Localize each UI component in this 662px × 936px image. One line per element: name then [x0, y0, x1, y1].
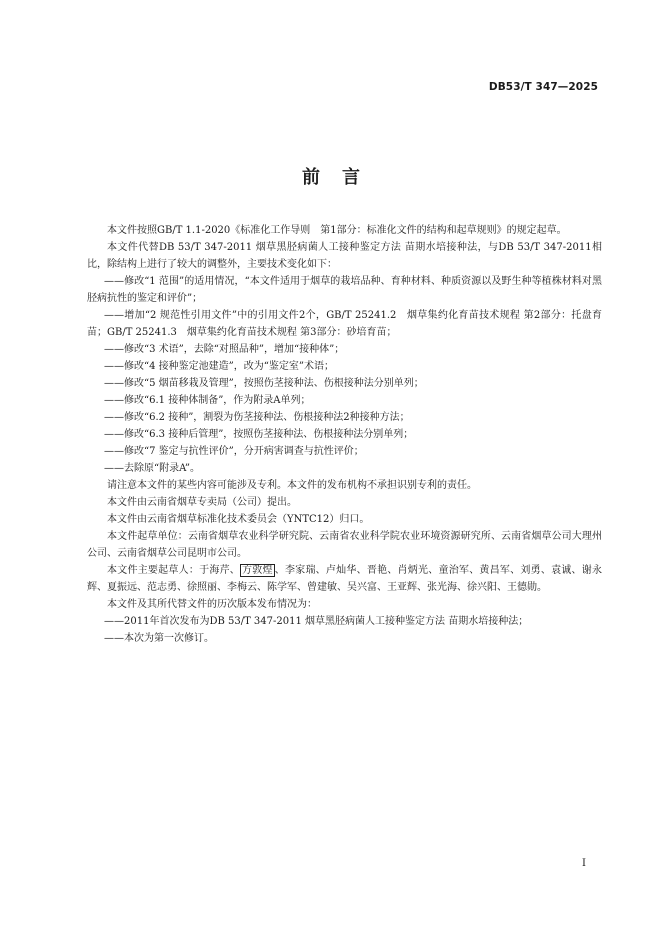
- paragraph: 本文件由云南省烟草专卖局（公司）提出。: [107, 497, 297, 508]
- change-item: ——修改“6.1 接种体制备”，作为附录A单列；: [104, 395, 311, 406]
- change-item: ——修改“7 鉴定与抗性评价”，分开病害调查与抗性评价；: [104, 446, 364, 457]
- foreword-paragraphs: [87, 222, 602, 562]
- change-item: ——修改“5 烟苗移栽及管理”，按照伤茎接种法、伤根接种法分别单列；: [104, 378, 424, 389]
- paragraph: 本文件代替DB 53/T 347-2011 烟草黑胫病菌人工接种鉴定方法 苗期水培接种法，与DB 53/T 347-2011相比，除结构上进行了较大的调整外，主要技术变化如下：: [87, 242, 602, 270]
- change-item: ——2011年首次发布为DB 53/T 347-2011 烟草黑胫病菌人工接种鉴定方法 苗期水培接种法；: [104, 616, 529, 627]
- change-item: ——去除原“附录A”。: [104, 463, 200, 474]
- change-item: ——修改“3 术语”，去除“对照品种”，增加“接种体”；: [104, 344, 345, 355]
- drafters-suffix: 、李家瑞、卢灿华、晋艳、肖炳光、童治军、黄昌军、刘勇、袁诚、谢永辉、夏振远、范志勇、徐照丽、李梅云、陈学军、曾建敏、吴兴富、王亚辉、张光海、徐兴阳、王德勋。: [87, 565, 603, 593]
- change-item: ——本次为第一次修订。: [104, 633, 214, 644]
- change-item: ——修改“6.2 接种”，割裂为伤茎接种法、伤根接种法2种接种方法；: [104, 412, 410, 423]
- change-item: ——修改“1 范围”的适用情况，“本文件适用于烟草的栽培品种、育种材料、种质资源以及野生种等植株材料对黑胫病抗性的鉴定和评价”；: [87, 276, 602, 304]
- paragraph: 本文件按照GB/T 1.1-2020《标准化工作导则 第1部分：标准化文件的结构和起草规则》的规定起草。: [107, 225, 567, 236]
- paragraph: 本文件及其所代替文件的历次版本发布情况为：: [107, 599, 317, 610]
- drafters-paragraph: [87, 562, 602, 596]
- foreword-body: [87, 222, 602, 647]
- paragraph: 请注意本文件的某些内容可能涉及专利。本文件的发布机构不承担识别专利的责任。: [107, 480, 477, 491]
- paragraph: 本文件起草单位：云南省烟草农业科学研究院、云南省农业科学院农业环境资源研究所、云南省烟草公司大理州公司、云南省烟草公司昆明市公司。: [87, 531, 602, 559]
- page-number: I: [582, 858, 586, 869]
- highlighted-name: 方敦煌: [242, 565, 273, 576]
- change-item: ——修改“6.3 接种后管理”，按照伤茎接种法、伤根接种法分别单列；: [104, 429, 414, 440]
- page-title: 前言: [302, 167, 382, 188]
- document-code: DB53/T 347—2025: [488, 81, 598, 93]
- drafters-prefix: 本文件主要起草人：于海芹、: [107, 565, 241, 576]
- change-item: ——修改“4 接种鉴定池建造”，改为“鉴定室”术语；: [104, 361, 334, 372]
- paragraph: 本文件由云南省烟草标准化技术委员会（YNTC12）归口。: [107, 514, 370, 525]
- history-paragraphs: [87, 596, 602, 647]
- change-item: ——增加“2 规范性引用文件”中的引用文件2个，GB/T 25241.2 烟草集约化育苗技术规程 第2部分：托盘育苗；GB/T 25241.3 烟草集约化育苗技术规程 第3部分：砂培育苗；: [87, 310, 602, 338]
